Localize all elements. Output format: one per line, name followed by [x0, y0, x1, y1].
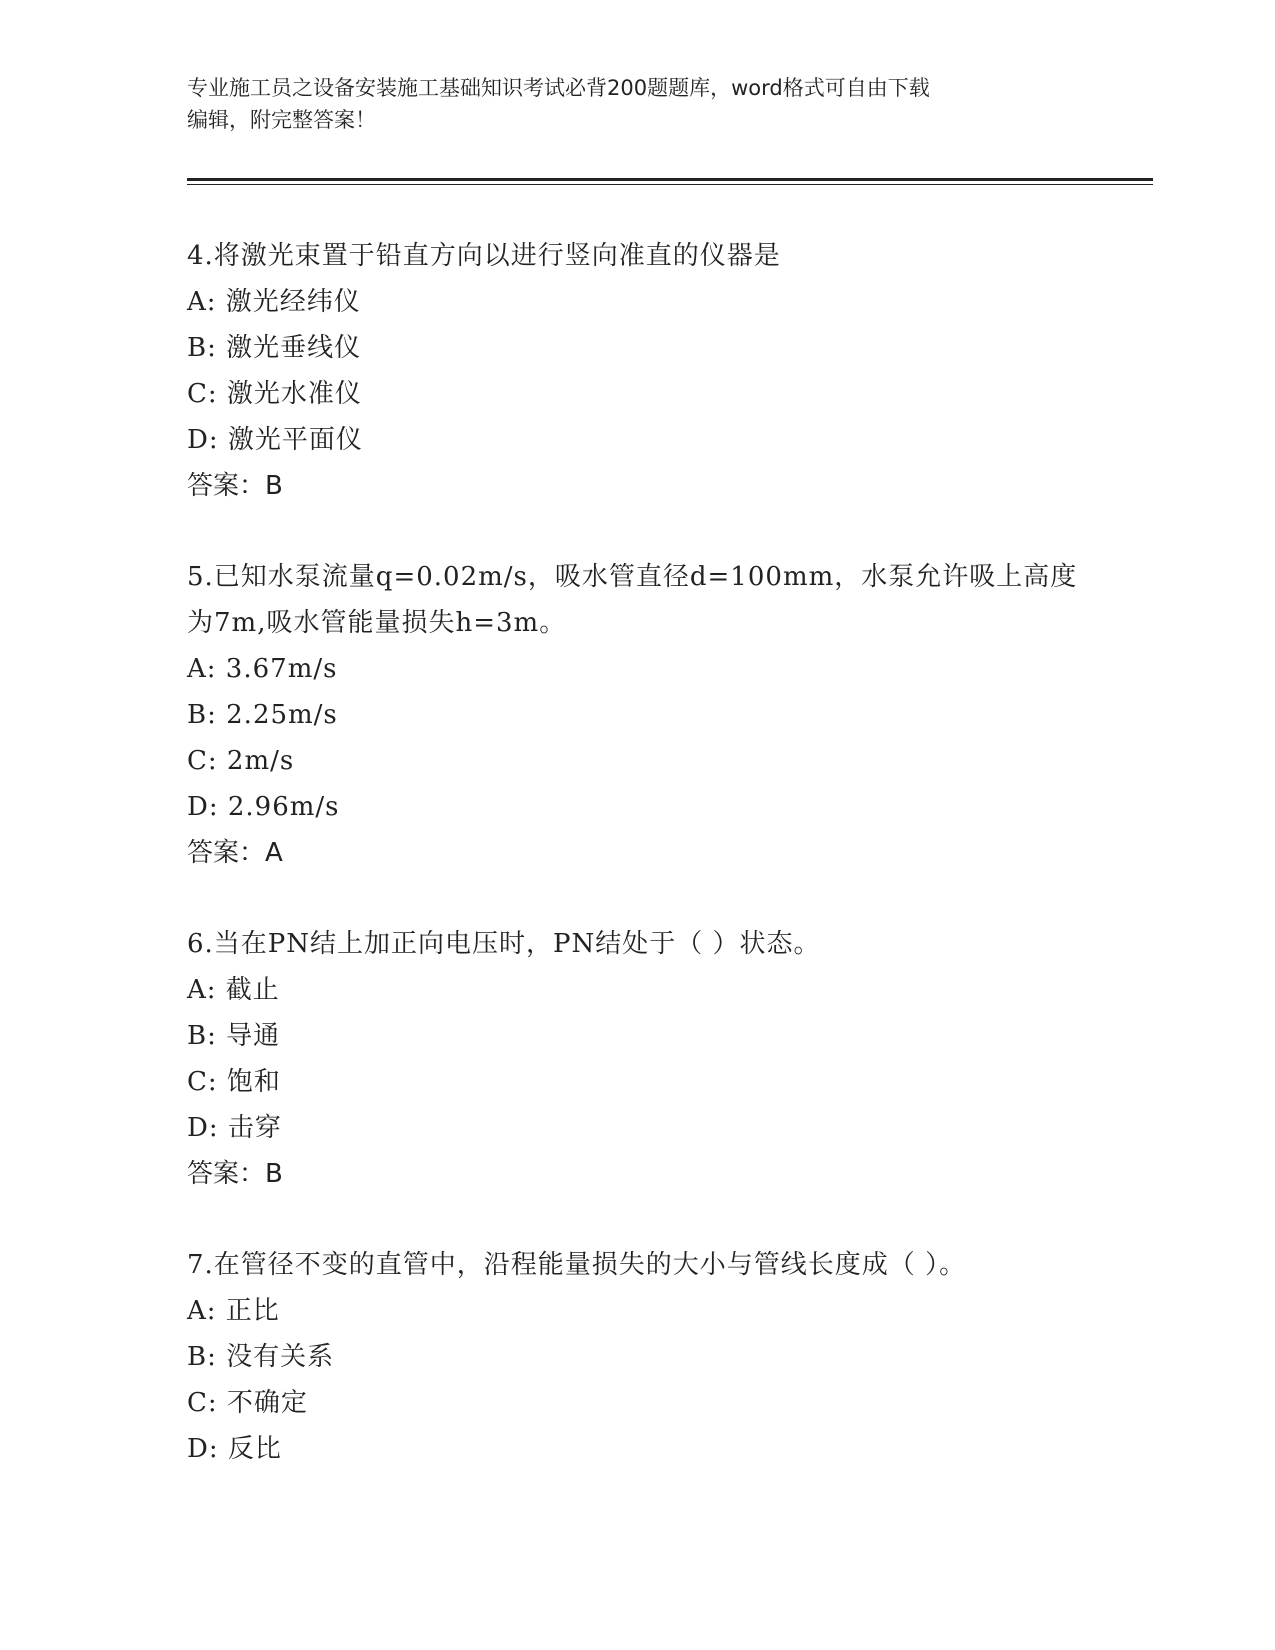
option-d: D: 击穿	[187, 1113, 282, 1143]
question-spacer	[187, 1197, 1087, 1242]
option-a: A: 正比	[187, 1296, 280, 1326]
question-6	[187, 921, 1087, 1197]
option-c: C: 饱和	[187, 1067, 281, 1097]
document-header	[187, 72, 1087, 136]
option-a: A: 截止	[187, 975, 280, 1005]
option-d: D: 2.96m/s	[187, 792, 340, 822]
question-spacer	[187, 509, 1087, 554]
option-b: B: 2.25m/s	[187, 700, 338, 730]
question-stem: 4.将激光束置于铅直方向以进行竖向准直的仪器是	[187, 241, 781, 271]
header-divider-thin	[187, 184, 1153, 185]
option-a: A: 激光经纬仪	[187, 287, 361, 317]
option-c: C: 不确定	[187, 1388, 308, 1418]
answer-label: 答案：B	[187, 471, 283, 501]
header-line-1: 专业施工员之设备安装施工基础知识考试必背200题题库，word格式可自由下载	[187, 76, 930, 100]
answer-label: 答案：A	[187, 838, 283, 868]
option-d: D: 激光平面仪	[187, 425, 363, 455]
option-d: D: 反比	[187, 1434, 282, 1464]
option-b: B: 导通	[187, 1021, 281, 1051]
question-4	[187, 233, 1087, 509]
question-7	[187, 1242, 1087, 1472]
question-stem: 6.当在PN结上加正向电压时，PN结处于（ ）状态。	[187, 929, 821, 959]
option-a: A: 3.67m/s	[187, 654, 338, 684]
option-b: B: 没有关系	[187, 1342, 335, 1372]
option-b: B: 激光垂线仪	[187, 333, 362, 363]
question-list	[187, 233, 1087, 1472]
question-stem: 5.已知水泵流量q=0.02m/s，吸水管直径d=100mm，水泵允许吸上高度	[187, 562, 1078, 592]
option-c: C: 激光水准仪	[187, 379, 362, 409]
question-5	[187, 554, 1087, 876]
header-line-2: 编辑，附完整答案！	[187, 108, 376, 132]
option-c: C: 2m/s	[187, 746, 295, 776]
answer-label: 答案：B	[187, 1159, 283, 1189]
question-spacer	[187, 876, 1087, 921]
question-stem-continued: 为7m,吸水管能量损失h=3m。	[187, 608, 567, 638]
header-divider-thick	[187, 178, 1153, 181]
question-stem: 7.在管径不变的直管中，沿程能量损失的大小与管线长度成（ ）。	[187, 1250, 967, 1280]
